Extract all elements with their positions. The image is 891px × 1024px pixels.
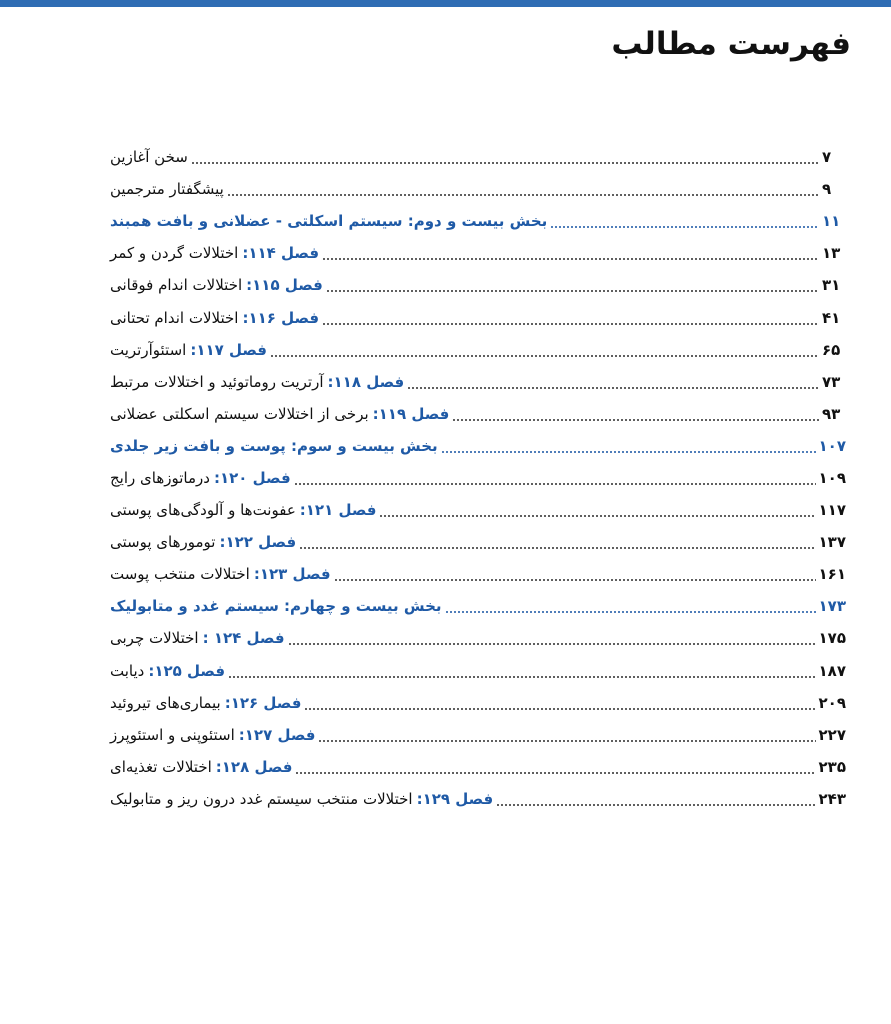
toc-entry-title <box>110 501 376 519</box>
toc-entry-title <box>110 469 291 487</box>
chapter-number: فصل ۱۱۹: <box>372 404 450 423</box>
toc-entry-title <box>110 341 267 359</box>
page-number: ۹ <box>822 180 832 199</box>
toc-front-row[interactable] <box>110 173 846 205</box>
chapter-number: فصل ۱۲۰: <box>213 468 291 487</box>
page-number: ۱۷۳ <box>818 597 846 616</box>
toc-entry-title <box>110 790 493 808</box>
chapter-number: فصل ۱۲۳: <box>253 565 331 584</box>
page-number: ۱۸۷ <box>818 661 846 680</box>
page-number: ۱۶۱ <box>818 565 846 584</box>
page-number: ۱۱ <box>822 212 841 231</box>
chapter-number: فصل ۱۲۱: <box>299 501 377 520</box>
dot-leader <box>227 187 819 197</box>
page-number: ۱۷۵ <box>818 629 846 648</box>
entry-label: آرتریت روماتوئید و اختلالات مرتبط <box>110 372 324 391</box>
toc-entry-title <box>110 244 319 262</box>
toc-chapter-row[interactable] <box>110 494 846 526</box>
toc-front-row[interactable] <box>110 141 846 173</box>
toc-entry-title <box>110 758 292 776</box>
table-of-contents <box>110 141 846 815</box>
toc-chapter-row[interactable] <box>110 462 846 494</box>
toc-entry-title <box>110 212 547 230</box>
chapter-number: فصل ۱۲۹: <box>416 789 494 808</box>
entry-label: درماتوزهای رایج <box>110 468 210 487</box>
entry-label: عفونت‌ها و آلودگی‌های پوستی <box>110 501 296 520</box>
dot-leader <box>294 476 816 486</box>
toc-entry-title <box>110 694 301 712</box>
toc-chapter-row[interactable] <box>110 655 846 687</box>
dot-leader <box>334 572 816 582</box>
page-title: فهرست مطالب <box>611 26 851 62</box>
dot-leader <box>550 219 819 229</box>
toc-entry-title <box>110 148 188 166</box>
dot-leader <box>228 669 816 679</box>
toc-entry-title <box>110 533 296 551</box>
toc-entry-title <box>110 373 404 391</box>
toc-chapter-row[interactable] <box>110 783 846 815</box>
dot-leader <box>441 444 816 454</box>
entry-label: برخی از اختلالات سیستم اسکلتی عضلانی <box>110 404 369 423</box>
entry-label: اختلالات منتخب پوست <box>110 565 250 584</box>
page-number: ۱۰۷ <box>818 436 846 455</box>
toc-part-row[interactable] <box>110 430 846 462</box>
page-number: ۲۲۷ <box>818 725 846 744</box>
toc-chapter-row[interactable] <box>110 558 846 590</box>
dot-leader <box>288 636 816 646</box>
chapter-number: فصل ۱۱۶: <box>242 308 320 327</box>
chapter-number: فصل ۱۲۴ : <box>202 629 285 648</box>
entry-label: استئوآرتریت <box>110 340 187 359</box>
dot-leader <box>270 348 819 358</box>
page-number: ۷ <box>822 148 832 167</box>
toc-entry-title <box>110 276 323 294</box>
dot-leader <box>322 316 819 326</box>
page-number: ۱۳۷ <box>818 533 846 552</box>
page-number: ۶۵ <box>822 340 841 359</box>
page-number: ۴۱ <box>822 308 841 327</box>
toc-entry-title <box>110 437 438 455</box>
toc-chapter-row[interactable] <box>110 526 846 558</box>
page-number: ۱۰۹ <box>818 468 846 487</box>
toc-chapter-row[interactable] <box>110 269 846 301</box>
page-number: ۱۳ <box>822 244 841 263</box>
toc-entry-title <box>110 565 331 583</box>
toc-entry-title <box>110 309 319 327</box>
page-number: ۳۱ <box>822 276 841 295</box>
toc-chapter-row[interactable] <box>110 719 846 751</box>
toc-chapter-row[interactable] <box>110 751 846 783</box>
entry-label: بیماری‌های تیروئید <box>110 693 221 712</box>
dot-leader <box>318 733 815 743</box>
dot-leader <box>191 155 819 165</box>
toc-part-row[interactable] <box>110 205 846 237</box>
toc-chapter-row[interactable] <box>110 398 846 430</box>
dot-leader <box>322 251 819 261</box>
entry-label: تومورهای پوستی <box>110 533 216 552</box>
entry-label: پیشگفتار مترجمین <box>110 180 224 199</box>
entry-label: اختلالات منتخب سیستم غدد درون ریز و متابولیک <box>110 789 413 808</box>
toc-chapter-row[interactable] <box>110 334 846 366</box>
chapter-number: فصل ۱۲۲: <box>219 533 297 552</box>
chapter-number: فصل ۱۱۵: <box>246 276 323 295</box>
dot-leader <box>452 412 819 422</box>
page-number: ۲۳۵ <box>818 757 846 776</box>
dot-leader <box>326 283 819 293</box>
page-number: ۲۴۳ <box>818 789 846 808</box>
chapter-number: فصل ۱۲۶: <box>224 693 302 712</box>
toc-entry-title <box>110 662 225 680</box>
page-number: ۲۰۹ <box>818 693 846 712</box>
chapter-number: فصل ۱۱۸: <box>327 372 405 391</box>
entry-label: اختلالات چربی <box>110 629 199 648</box>
dot-leader <box>445 604 816 614</box>
chapter-number: فصل ۱۱۷: <box>190 340 267 359</box>
toc-entry-title <box>110 405 449 423</box>
entry-label: بخش بیست و دوم: سیستم اسکلتی - عضلانی و بافت همبند <box>110 212 548 231</box>
toc-chapter-row[interactable] <box>110 366 846 398</box>
entry-label: دیابت <box>110 661 145 680</box>
page-number: ۷۳ <box>822 372 841 391</box>
dot-leader <box>379 508 815 518</box>
chapter-number: فصل ۱۲۷: <box>238 725 316 744</box>
entry-label: سخن آغازین <box>110 148 188 167</box>
toc-chapter-row[interactable] <box>110 301 846 333</box>
dot-leader <box>407 380 819 390</box>
dot-leader <box>496 797 815 807</box>
dot-leader <box>295 765 815 775</box>
chapter-number: فصل ۱۲۵: <box>148 661 226 680</box>
dot-leader <box>299 540 815 550</box>
toc-entry-title <box>110 180 224 198</box>
entry-label: بخش بیست و سوم: پوست و بافت زیر جلدی <box>110 436 438 455</box>
entry-label: اختلالات گردن و کمر <box>110 244 239 263</box>
toc-chapter-row[interactable] <box>110 237 846 269</box>
toc-entry-title <box>110 597 442 615</box>
toc-chapter-row[interactable] <box>110 687 846 719</box>
toc-part-row[interactable] <box>110 590 846 622</box>
chapter-number: فصل ۱۱۴: <box>242 244 320 263</box>
entry-label: استئوپنی و استئوپرز <box>110 725 235 744</box>
entry-label: اختلالات تغذیه‌ای <box>110 757 212 776</box>
entry-label: اختلالات اندام تحتانی <box>110 308 239 327</box>
toc-entry-title <box>110 726 315 744</box>
dot-leader <box>304 701 815 711</box>
chapter-number: فصل ۱۲۸: <box>215 757 293 776</box>
header-accent-bar <box>0 0 891 7</box>
toc-chapter-row[interactable] <box>110 622 846 654</box>
page-number: ۹۳ <box>822 404 841 423</box>
entry-label: اختلالات اندام فوقانی <box>110 276 243 295</box>
entry-label: بخش بیست و چهارم: سیستم غدد و متابولیک <box>110 597 442 616</box>
toc-entry-title <box>110 629 285 647</box>
page-number: ۱۱۷ <box>818 501 846 520</box>
